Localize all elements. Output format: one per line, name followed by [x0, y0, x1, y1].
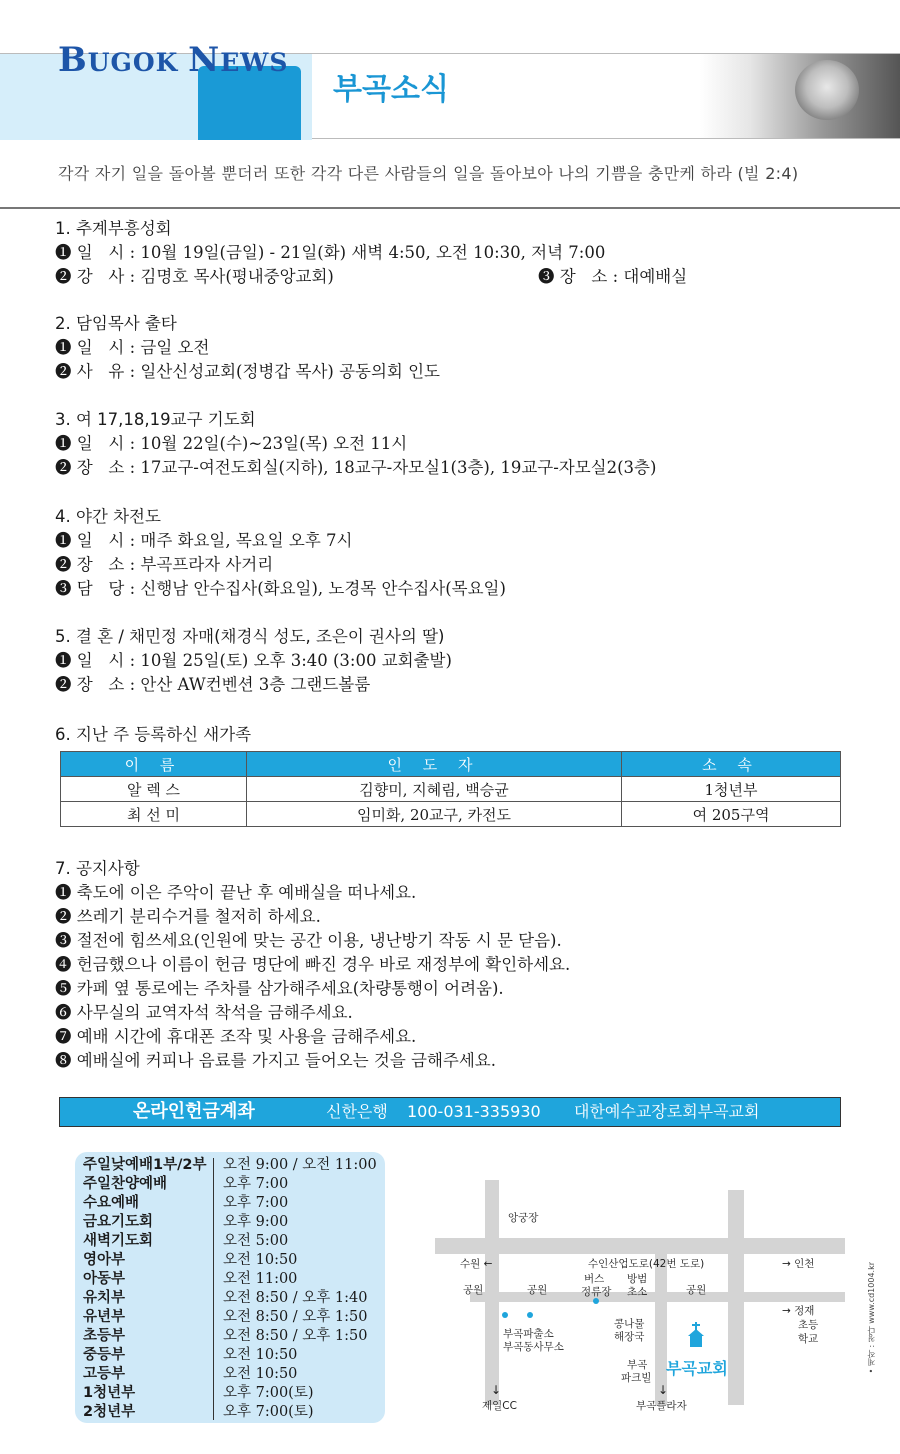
bugok-news-logo: BUGOK NEWS: [58, 40, 289, 80]
section-line: ❷ 장 소 : 부곡프라자 사거리: [55, 555, 274, 574]
map-label: 방범: [627, 1273, 648, 1285]
map-label: 해장국: [614, 1331, 645, 1343]
bank-name: 신한은행: [326, 1102, 388, 1121]
bus-stop-dot: [593, 1298, 599, 1304]
header-photo: [700, 54, 900, 138]
map-label: 초소: [627, 1286, 648, 1298]
schedule-row: 유치부 오전 8:50 / 오후 1:40: [83, 1290, 368, 1306]
section-heading: 6. 지난 주 등록하신 새가족: [55, 725, 252, 744]
section-line: ❸ 담 당 : 신행남 안수집사(화요일), 노경목 안수집사(목요일): [55, 579, 506, 598]
schedule-row: 금요기도회 오후 9:00: [83, 1214, 289, 1230]
table-row: [61, 802, 841, 827]
table-cell: 김향미, 지혜림, 백승균: [247, 777, 622, 802]
table-cell: 최 선 미: [61, 802, 247, 827]
notice-item: ❻ 사무실의 교역자석 착석을 금해주세요.: [55, 1003, 353, 1022]
notice-item: ❷ 쓰레기 분리수거를 철저히 하세요.: [55, 907, 321, 926]
notice-item: ❸ 절전에 힘쓰세요(인원에 맞는 공간 이용, 냉난방기 작동 시 문 닫음).: [55, 931, 562, 950]
police-dot: [502, 1312, 508, 1318]
column-header: 소 속: [622, 752, 841, 777]
office-dot: [527, 1312, 533, 1318]
bible-verse: 각각 자기 일을 돌아볼 뿐더러 또한 각각 다른 사람들의 일을 돌아보아 나의 기쁨을 충만케 하라 (빌 2:4): [58, 164, 799, 183]
map-label: 부곡동사무소: [503, 1341, 564, 1353]
section-notices: [55, 857, 570, 1073]
schedule-row: 주일낮예배1부/2부 오전 9:00 / 오전 11:00: [83, 1157, 377, 1173]
map-label: 파크빌: [621, 1372, 652, 1384]
section-line: ❶ 일 시 : 10월 19일(금일) - 21일(화) 새벽 4:50, 오전 10:30, 저녁 7:00: [55, 243, 606, 262]
notice-item: ❽ 예배실에 커피나 음료를 가지고 들어오는 것을 금해주세요.: [55, 1051, 496, 1070]
section-heading: 5. 결 혼 / 채민정 자매(채경식 성도, 조은이 권사의 딸): [55, 627, 445, 646]
online-offering-label: 온라인헌금계좌: [133, 1101, 255, 1122]
map-label: → 인천: [782, 1258, 815, 1270]
table-row: [61, 777, 841, 802]
section-line: ❶ 일 시 : 10월 25일(토) 오후 3:40 (3:00 교회출발): [55, 651, 452, 670]
header-divider: [0, 207, 900, 209]
schedule-row: 수요예배 오후 7:00: [83, 1195, 289, 1211]
section-line: ❷ 사 유 : 일산신성교회(정병갑 목사) 공동의회 인도: [55, 362, 440, 381]
map-label: 앙궁장: [508, 1212, 539, 1224]
map-credit: • 제작 : 청다 www.cd1004.kr: [867, 1262, 876, 1374]
section-newcomers: [55, 723, 251, 747]
section-heading: 3. 여 17,18,19교구 기도회: [55, 410, 256, 429]
section-heading: 4. 야간 차전도: [55, 507, 161, 526]
section-revival-place: [538, 265, 687, 289]
map-arrow: ↓: [658, 1383, 669, 1397]
map-label: 부곡파출소: [503, 1328, 554, 1340]
section-wedding: [55, 625, 452, 697]
road-vertical-left: [485, 1180, 502, 1405]
map-label: 공원: [527, 1284, 548, 1296]
section-line: ❷ 강 사 : 김명호 목사(평내중앙교회): [55, 267, 334, 286]
map-label: 학교: [798, 1333, 819, 1345]
section-line: ❷ 장 소 : 안산 AW컨벤션 3층 그랜드볼룸: [55, 675, 371, 694]
section-line: ❶ 일 시 : 매주 화요일, 목요일 오후 7시: [55, 531, 353, 550]
tree-stump-image: [795, 60, 859, 120]
map-label: 수인산업도로(42번 도로): [588, 1258, 705, 1270]
schedule-divider: [213, 1158, 214, 1420]
table-cell: 여 205구역: [622, 802, 841, 827]
section-line: ❶ 일 시 : 10월 22일(수)~23일(목) 오전 11시: [55, 434, 408, 453]
schedule-row: 영아부 오전 10:50: [83, 1252, 298, 1268]
road-vertical-right: [728, 1190, 744, 1405]
notice-item: ❶ 축도에 이은 주악이 끝난 후 예배실을 떠나세요.: [55, 883, 417, 902]
notice-item: ❼ 예배 시간에 휴대폰 조작 및 사용을 금해주세요.: [55, 1027, 417, 1046]
location-map: [430, 1170, 860, 1420]
map-label: 공원: [686, 1284, 707, 1296]
map-label: 제일CC: [482, 1400, 517, 1412]
section-revival: [55, 217, 605, 289]
schedule-row: 중등부 오전 10:50: [83, 1347, 298, 1363]
section-night-evangelism: [55, 505, 506, 601]
column-header: 인 도 자: [247, 752, 622, 777]
map-arrow: ↓: [491, 1383, 502, 1397]
schedule-row: 새벽기도회 오전 5:00: [83, 1233, 289, 1249]
map-label: 수원 ←: [460, 1258, 493, 1270]
section-line: ❸ 장 소 : 대예배실: [538, 267, 688, 286]
map-label: 부곡: [627, 1359, 648, 1371]
section-heading: 1. 추계부흥성회: [55, 219, 172, 238]
table-cell: 알 렉 스: [61, 777, 247, 802]
table-header-row: [61, 752, 841, 777]
schedule-row: 고등부 오전 10:50: [83, 1366, 298, 1382]
table-cell: 임미화, 20교구, 카전도: [247, 802, 622, 827]
account-holder: 대한예수교장로회부곡교회: [574, 1102, 760, 1121]
church-label: 부곡교회: [666, 1359, 728, 1378]
section-line: ❶ 일 시 : 금일 오전: [55, 338, 210, 357]
section-line: ❷ 장 소 : 17교구-여전도회실(지하), 18교구-자모실1(3층), 19교구-자모실2(3층): [55, 458, 657, 477]
map-label: → 정재: [782, 1305, 815, 1317]
map-label: 공원: [463, 1284, 484, 1296]
table-cell: 1청년부: [622, 777, 841, 802]
schedule-row: 주일찬양예배 오후 7:00: [83, 1176, 289, 1192]
notice-item: ❹ 헌금했으나 이름이 헌금 명단에 빠진 경우 바로 재정부에 확인하세요.: [55, 955, 571, 974]
schedule-row: 1청년부 오후 7:00(토): [83, 1385, 314, 1401]
section-heading: 7. 공지사항: [55, 859, 140, 878]
map-label: 초등: [798, 1319, 819, 1331]
schedule-row: 2청년부 오후 7:00(토): [83, 1404, 314, 1420]
map-label: 부곡플라자: [636, 1400, 687, 1412]
map-label: 버스: [584, 1273, 605, 1285]
column-header: 이 름: [61, 752, 247, 777]
account-number: 100-031-335930: [407, 1102, 541, 1121]
church-icon: [687, 1322, 705, 1348]
section-pastor-away: [55, 312, 440, 384]
worship-schedule: [75, 1152, 385, 1423]
newcomers-table: [60, 751, 841, 827]
map-label: 정류장: [581, 1286, 612, 1298]
schedule-row: 초등부 오전 8:50 / 오후 1:50: [83, 1328, 368, 1344]
map-label: 콩나물: [614, 1318, 645, 1330]
section-heading: 2. 담임목사 출타: [55, 314, 177, 333]
section-prayer-meeting: [55, 408, 656, 480]
schedule-row: 유년부 오전 8:50 / 오후 1:50: [83, 1309, 368, 1325]
page-title: 부곡소식: [333, 72, 449, 107]
online-offering-bar: [59, 1097, 841, 1127]
schedule-row: 아동부 오전 11:00: [83, 1271, 298, 1287]
notice-item: ❺ 카페 옆 통로에는 주차를 삼가해주세요(차량통행이 어려움).: [55, 979, 504, 998]
